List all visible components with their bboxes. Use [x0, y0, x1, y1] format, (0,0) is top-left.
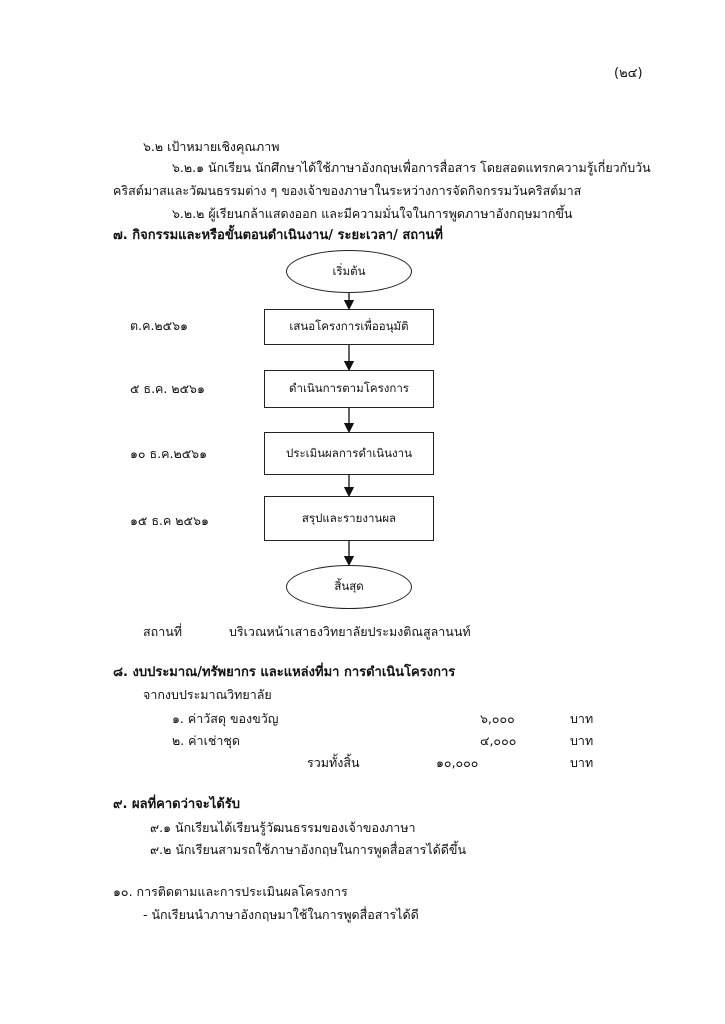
budget-item-unit: บาท: [570, 711, 594, 726]
flow-step-label: ดำเนินการตามโครงการ: [289, 381, 409, 395]
flow-end-label: สิ้นสุด: [334, 579, 364, 593]
budget-item-amount: ๔,๐๐๐: [480, 733, 517, 748]
place-value: บริเวณหน้าเสาธงวิทยาลัยประมงติณสูลานนท์: [229, 624, 471, 639]
section-8-heading: ๘. งบประมาณ/ทรัพยากร และแหล่งที่มา การดำเนินโครงการ: [113, 665, 456, 680]
budget-item-label: ๑. ค่าวัสดุ ของขวัญ: [172, 711, 279, 726]
step-date: ต.ค.๒๕๖๑: [130, 318, 188, 333]
paragraph-6-2-1-line1: ๖.๒.๑ นักเรียน นักศึกษาได้ใช้ภาษาอังกฤษเพื่อการสื่อสาร โดยสอดแทรกความรู้เกี่ยวกับวัน: [172, 160, 651, 175]
budget-source: จากงบประมาณวิทยาลัย: [143, 687, 272, 702]
budget-total-label: รวมทั้งสิ้น: [307, 755, 360, 770]
budget-item-label: ๒. ค่าเช่าชุด: [172, 733, 240, 748]
budget-item-amount: ๖,๐๐๐: [480, 711, 515, 726]
section-7-heading: ๗. กิจกรรมและหรือขั้นตอนดำเนินงาน/ ระยะเวลา/ สถานที่: [113, 228, 443, 243]
evaluation-item: - นักเรียนนำภาษาอังกฤษมาใช้ในการพูดสื่อสารได้ดี: [143, 907, 419, 922]
flow-step-box: [264, 432, 434, 475]
flow-step-label: เสนอโครงการเพื่ออนุมัติ: [289, 319, 409, 333]
section-9-heading: ๙. ผลที่คาดว่าจะได้รับ: [113, 797, 240, 812]
budget-total-amount: ๑๐,๐๐๐: [436, 755, 479, 770]
page-number: (๒๔): [614, 66, 643, 81]
section-6-2-heading: ๖.๒ เป้าหมายเชิงคุณภาพ: [143, 139, 280, 154]
section-10-heading: ๑๐. การติดตามและการประเมินผลโครงการ: [113, 884, 348, 899]
expected-result-item: ๙.๑ นักเรียนได้เรียนรู้วัฒนธรรมของเจ้าของภาษา: [150, 820, 416, 835]
step-date: ๕ ธ.ค. ๒๕๖๑: [130, 381, 205, 396]
flow-step-label: สรุปและรายงานผล: [301, 510, 397, 525]
flow-start-label: เริ่มต้น: [332, 263, 366, 278]
flow-start-node: [286, 250, 412, 293]
flow-end-node: [286, 565, 412, 609]
step-date: ๑๕ ธ.ค ๒๕๖๑: [130, 513, 209, 528]
flow-step-box: [264, 309, 434, 345]
place-label: สถานที่: [143, 624, 183, 639]
flow-step-box: [264, 496, 434, 541]
budget-total-unit: บาท: [570, 755, 594, 770]
paragraph-6-2-2: ๖.๒.๒ ผู้เรียนกล้าแสดงออก และมีความมั่นใจในการพูดภาษาอังกฤษมากขึ้น: [172, 206, 573, 221]
budget-item-unit: บาท: [570, 733, 594, 748]
paragraph-6-2-1-line2: คริสต์มาสและวัฒนธรรมต่าง ๆ ของเจ้าของภาษาในระหว่างการจัดกิจกรรมวันคริสต์มาส: [113, 183, 582, 198]
step-date: ๑๐ ธ.ค.๒๕๖๑: [130, 446, 208, 461]
flow-step-label: ประเมินผลการดำเนินงาน: [286, 445, 412, 460]
flow-step-box: [264, 370, 434, 408]
expected-result-item: ๙.๒ นักเรียนสามรถใช้ภาษาอังกฤษในการพูดสื่อสารได้ดีขึ้น: [150, 842, 466, 857]
